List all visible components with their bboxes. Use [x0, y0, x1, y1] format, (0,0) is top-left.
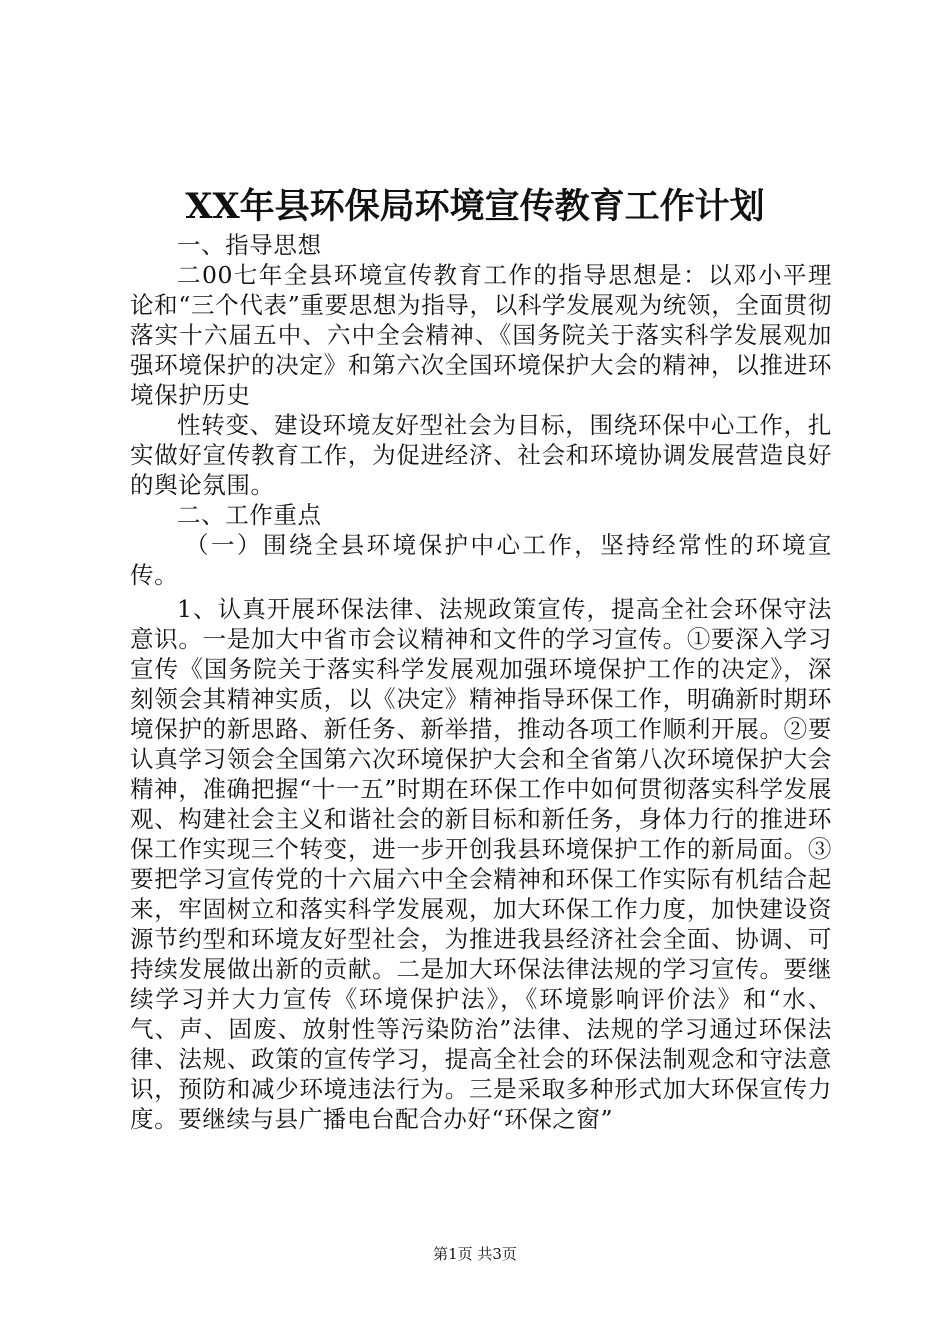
page-footer: 第1页 共3页 [433, 1245, 517, 1263]
paragraph-guiding-ideology: 二00七年全县环境宣传教育工作的指导思想是：以邓小平理论和“三个代表”重要思想为指导，以科学发展观为统领，全面贯彻落实十六届五中、六中全会精神、《国务院关于落实科学发展观加强环境保护的决定》和第六次全国环境保护大会的精神，以推进环境保护历史 [130, 261, 832, 409]
section-heading-guiding-ideology: 一、指导思想 [177, 231, 322, 259]
subsection-heading-1: （一）围绕全县环境保护中心工作，坚持经常性的环境宣传。 [130, 531, 832, 589]
paragraph-guiding-ideology-continued: 性转变、建设环境友好型社会为目标，围绕环保中心工作，扎实做好宣传教育工作，为促进经济、社会和环境协调发展营造良好的舆论氛围。 [130, 411, 832, 499]
document-title: XX年县环保局环境宣传教育工作计划 [185, 186, 765, 227]
section-heading-work-focus: 二、工作重点 [177, 501, 322, 529]
document-body [130, 230, 832, 1134]
paragraph-item-1: 1、认真开展环保法律、法规政策宣传，提高全社会环保守法意识。一是加大中省市会议精神和文件的学习宣传。①要深入学习宣传《国务院关于落实科学发展观加强环境保护工作的决定》，深刻领会其精神实质，以《决定》精神指导环保工作，明确新时期环境保护的新思路、新任务、新举措，推动各项工作顺利开展。②要认真学习领会全国第六次环境保护大会和全省第八次环境保护大会精神，准确把握“十一五”时期在环保工作中如何贯彻落实科学发展观、构建社会主义和谐社会的新目标和新任务，身体力行的推进环保工作实现三个转变，进一步开创我县环境保护工作的新局面。③要把学习宣传党的十六届六中全会精神和环保工作实际有机结合起来，牢固树立和落实科学发展观，加大环保工作力度，加快建设资源节约型和环境友好型社会，为推进我县经济社会全面、协调、可持续发展做出新的贡献。二是加大环保法律法规的学习宣传。要继续学习并大力宣传《环境保护法》，《环境影响评价法》和“水、气、声、固废、放射性等污染防治”法律、法规的学习通过环保法律、法规、政策的宣传学习，提高全社会的环保法制观念和守法意识，预防和减少环境违法行为。三是采取多种形式加大环保宣传力度。要继续与县广播电台配合办好“环保之窗” [130, 595, 832, 1133]
